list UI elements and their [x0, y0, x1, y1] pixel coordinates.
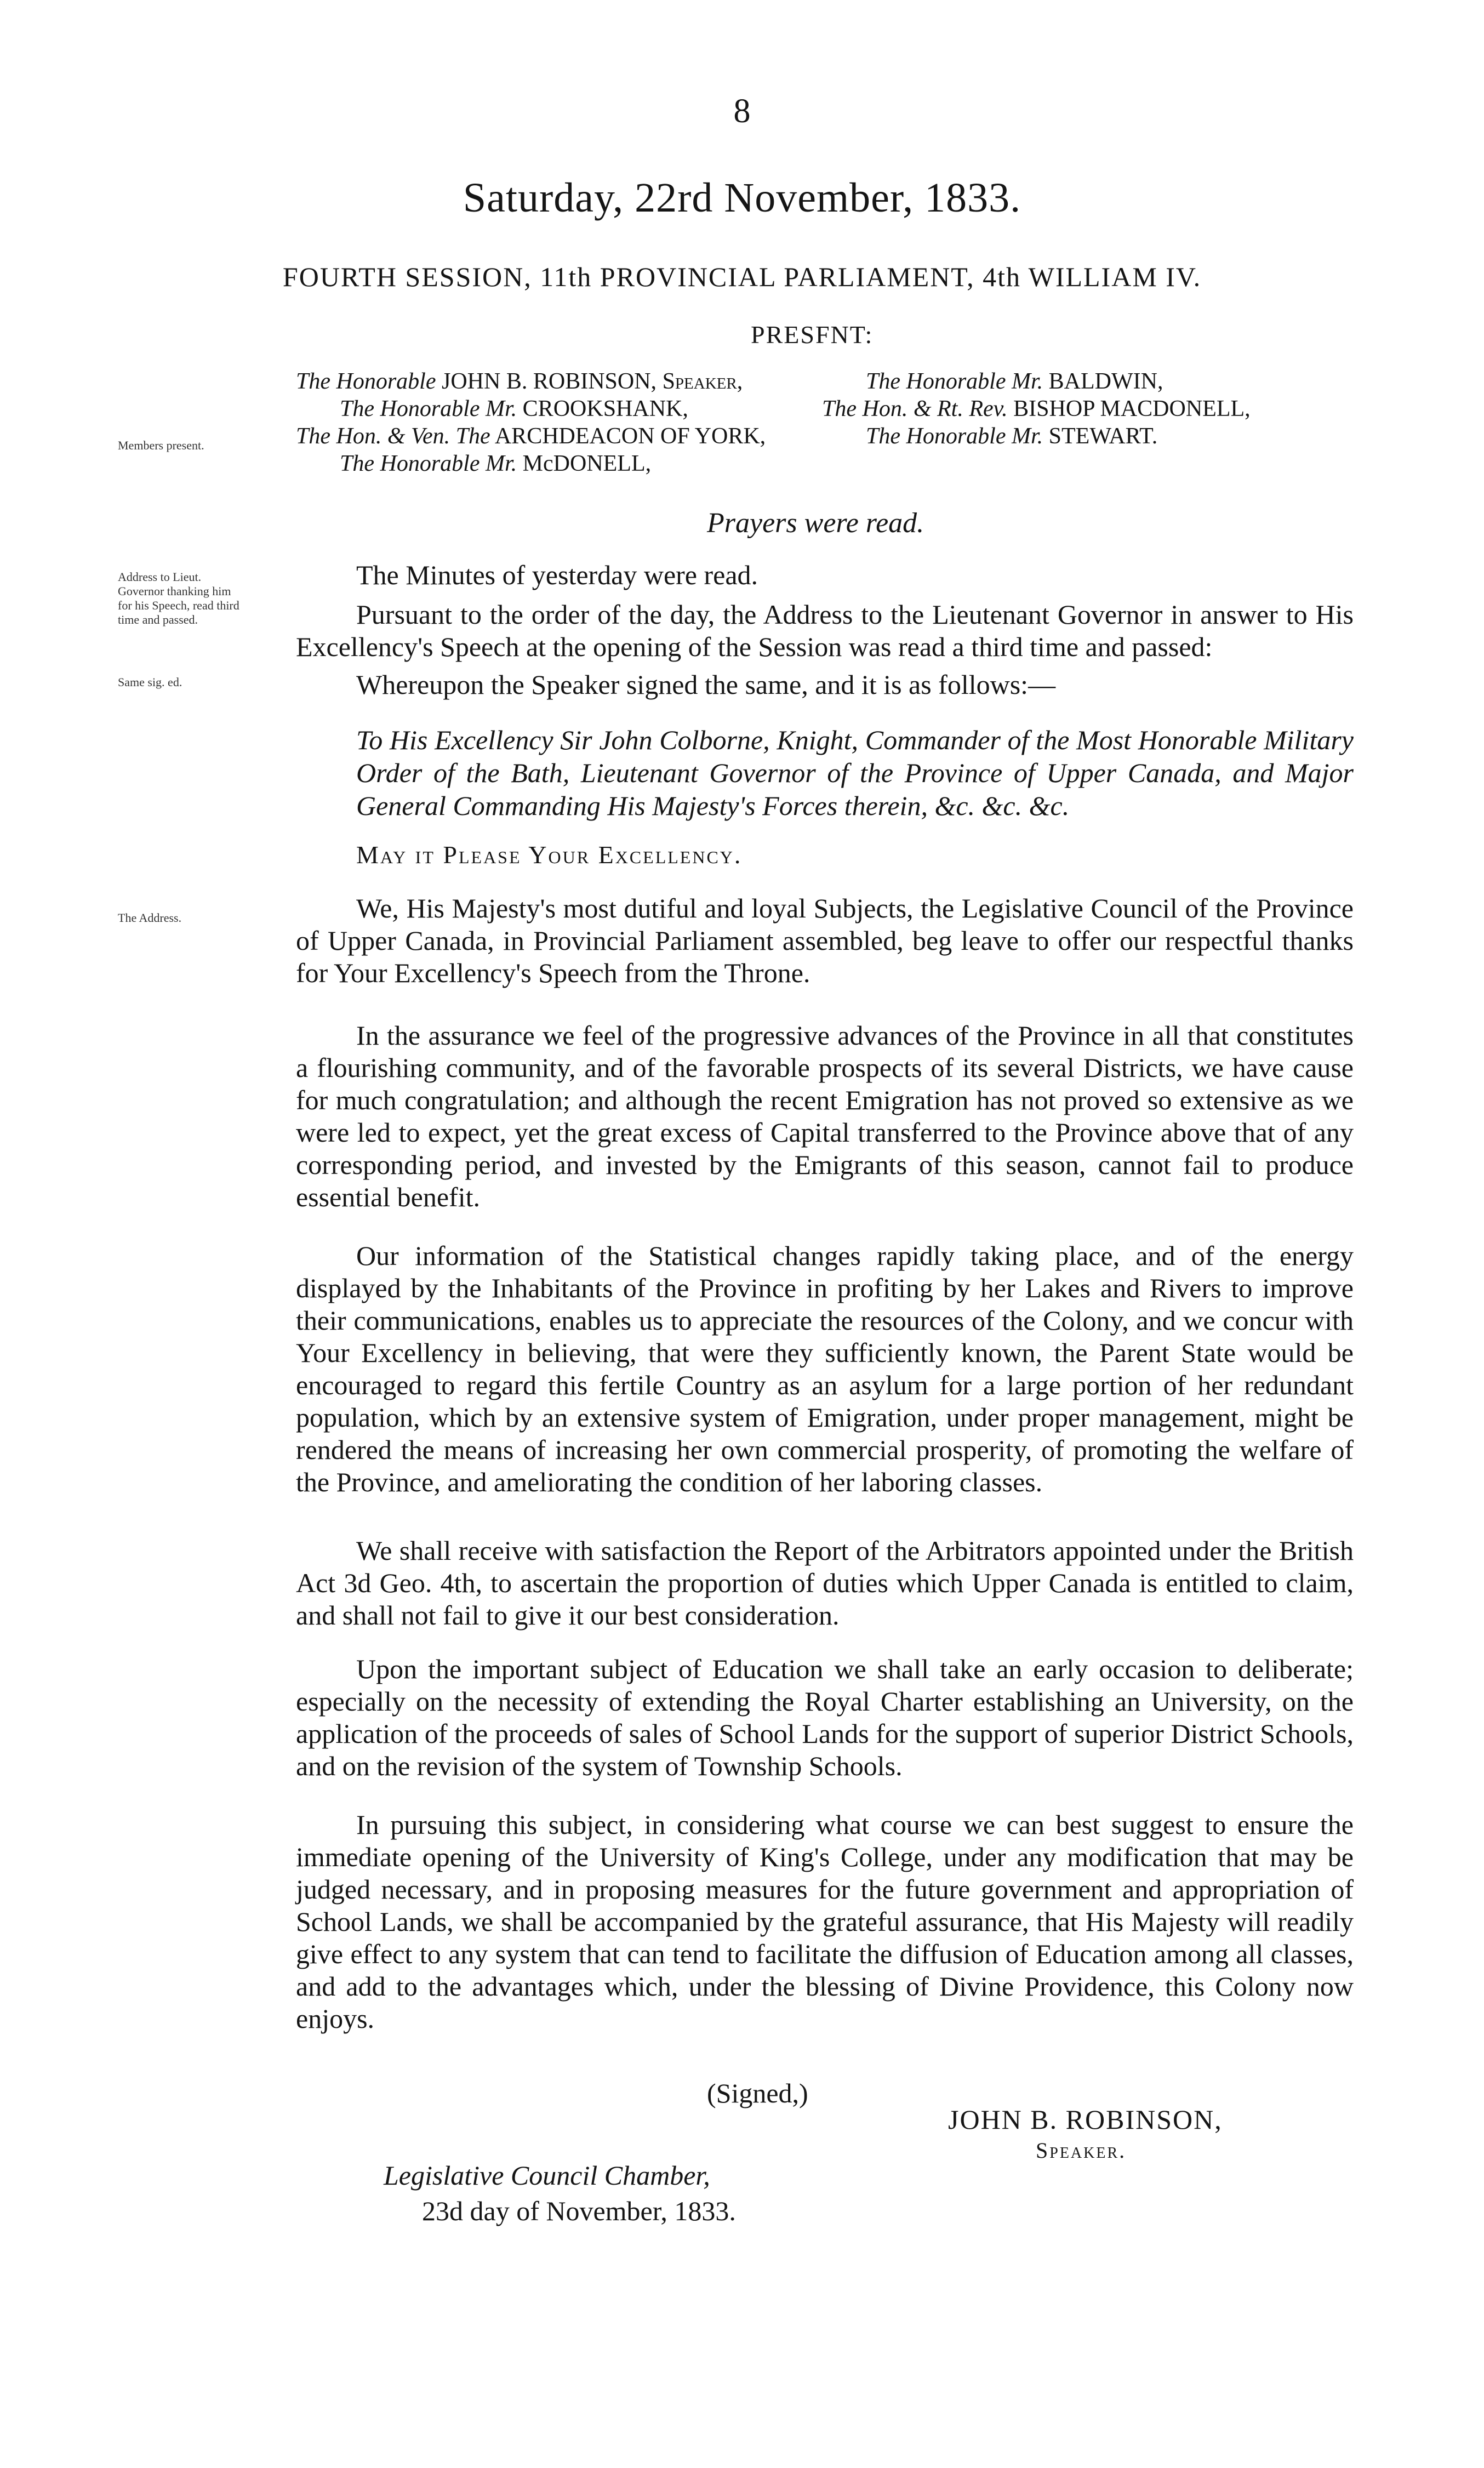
- address-paragraph-4: We shall receive with satisfaction the Report of the Arbitrators appointed under the British Act 3d Geo. 4th, to ascertain the proportion of duties which Upper Canada is entitled to claim, and shall not fail to give it our best consideration.: [296, 1535, 1354, 1631]
- may-it-please: May it Please Your Excellency.: [356, 841, 743, 869]
- member-name: ARCHDEACON OF YORK,: [494, 424, 766, 449]
- address-paragraph-2: In the assurance we feel of the progressive advances of the Province in all that constitutes a flourishing community, and of the favorable prospects of its several Districts, we have cause for much congratulation; and although the recent Emigration has not proved so extensive as we were led to expect, yet the great excess of Capital transferred to the Province above that of any corresponding period, and invested by the Emigrants of this season, cannot fail to produce essential benefit.: [296, 1020, 1354, 1212]
- pursuant-paragraph: Pursuant to the order of the day, the Address to the Lieutenant Governor in answer to His Excellency's Speech at the opening of the Session was read a third time and passed:: [296, 599, 1354, 662]
- member-title: The Honorable Mr.: [866, 424, 1043, 449]
- address-paragraph-3: Our information of the Statistical changes rapidly taking place, and of the energy displayed by the Inhabitants of the Province in profiting by her Lakes and Rivers to improve their communications, enables us to appreciate the resources of the Colony, and we concur with Your Excellency in believing, that were they sufficiently known, the Parent State would be encouraged to regard this fertile Country as an asylum for a large portion of her redundant population, which by an extensive system of Emigration, under proper management, might be rendered the means of increasing her own commercial prosperity, of promoting the welfare of the Province, and ameliorating the condition of her laboring classes.: [296, 1240, 1354, 1497]
- prayers-line: Prayers were read.: [707, 508, 924, 539]
- member-name: JOHN B. ROBINSON,: [442, 369, 657, 394]
- member-title: The Hon. & Rt. Rev.: [822, 396, 1008, 421]
- member-name: CROOKSHANK,: [522, 396, 688, 421]
- member-title: The Honorable Mr.: [340, 396, 517, 421]
- signed-label: (Signed,): [707, 2078, 808, 2108]
- minutes-line: The Minutes of yesterday were read.: [356, 560, 758, 590]
- member-title: The Honorable: [296, 369, 436, 394]
- margin-note-the-address: The Address.: [118, 911, 182, 925]
- member-name: McDONELL,: [522, 451, 652, 476]
- date-heading: Saturday, 22rd November, 1833.: [463, 175, 1021, 221]
- member-name: BISHOP MACDONELL,: [1013, 396, 1251, 421]
- member-name: STEWART.: [1048, 424, 1158, 449]
- address-paragraph-5: Upon the important subject of Education we shall take an early occasion to deliberate; especially on the necessity of extending the Royal Charter establishing an University, on the application of the proceeds of sales of School Lands for the support of superior District Schools, and on the revision of the system of Township Schools.: [296, 1654, 1354, 1781]
- page-number: 8: [733, 93, 751, 130]
- member-archdeacon: [296, 423, 766, 449]
- member-title: The Hon. & Ven. The: [296, 424, 490, 449]
- member-bishop: [822, 396, 1251, 422]
- signature-name: JOHN B. ROBINSON,: [948, 2104, 1223, 2135]
- whereupon-line: Whereupon the Speaker signed the same, and it is as follows:—: [356, 669, 1056, 700]
- signature-title: Speaker.: [1036, 2138, 1127, 2163]
- chamber-line: Legislative Council Chamber,: [384, 2160, 710, 2191]
- session-heading: FOURTH SESSION, 11th PROVINCIAL PARLIAMENT, 4th WILLIAM IV.: [282, 261, 1202, 292]
- member-robinson: [296, 368, 743, 395]
- member-suffix: Speaker,: [662, 369, 743, 394]
- member-crookshank: [340, 396, 688, 422]
- member-name: BALDWIN,: [1048, 369, 1163, 394]
- member-title: The Honorable Mr.: [340, 451, 517, 476]
- address-paragraph-1: We, His Majesty's most dutiful and loyal Subjects, the Legislative Council of the Province of Upper Canada, in Provincial Parliament assembled, beg leave to offer our respectful thanks for Your Excellency's Speech from the Throne.: [296, 893, 1354, 988]
- member-mcdonell: [340, 451, 651, 477]
- member-baldwin: [866, 368, 1163, 395]
- member-title: The Honorable Mr.: [866, 369, 1043, 394]
- salutation: To His Excellency Sir John Colborne, Knight, Commander of the Most Honorable Military Order of the Bath, Lieutenant Governor of the Province of Upper Canada, and Major General Commanding His Majesty's Forces therein, &c. &c. &c.: [356, 725, 1354, 821]
- chamber-date: 23d day of November, 1833.: [422, 2196, 736, 2226]
- address-paragraph-6: In pursuing this subject, in considering what course we can best suggest to ensure the immediate opening of the University of King's College, under any modification that may be judged necessary, and in proposing measures for the future government and appropriation of School Lands, we shall be accompanied by the grateful assurance, that His Majesty will readily give effect to any system that can tend to facilitate the diffusion of Education among all classes, and add to the advantages which, under the blessing of Divine Providence, this Colony now enjoys.: [296, 1809, 1354, 2034]
- member-stewart: [866, 423, 1157, 449]
- margin-note-same-signed: Same sig. ed.: [118, 675, 182, 689]
- margin-note-members-present: Members present.: [118, 438, 204, 452]
- present-label: PRESFNT:: [751, 321, 874, 349]
- margin-note-address: Address to Lieut. Governor thanking him for his Speech, read third time and passed.: [118, 570, 239, 626]
